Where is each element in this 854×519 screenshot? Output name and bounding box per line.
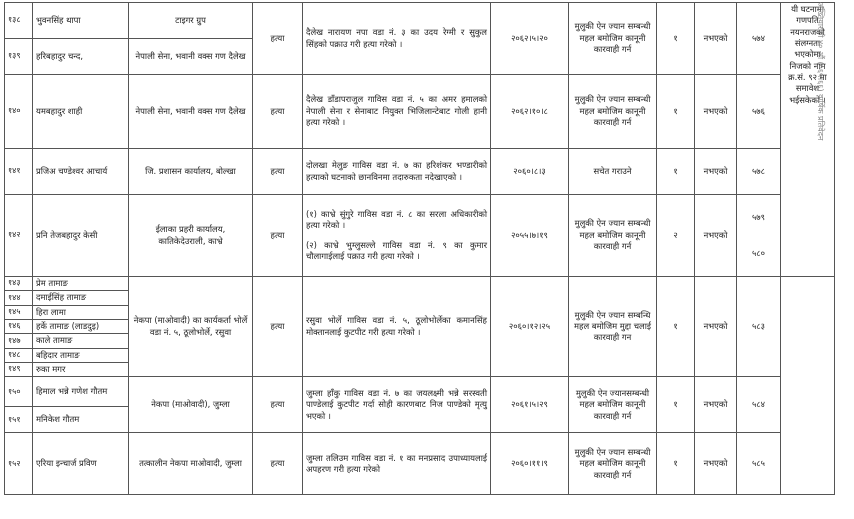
remark-cell: यी घटनामा गणपति नयनराजको संलग्नता भएकोमा निजको नाम क्र.सं. ९२ मा समावेश भईसकेको ।	[781, 3, 835, 277]
organization: नेकपा (माओवादी) का कार्यकर्ता भोर्ले वडा नं. ५, ठूलोभोर्ले, रसुवा	[129, 277, 253, 377]
serial-number: १४०	[5, 75, 33, 149]
recommendation: मुलुकी ऐन ज्यान सम्बन्धि महल बमोजिम मुद्दा चलाई कारवाही गन	[569, 277, 657, 377]
remark-empty	[781, 277, 835, 495]
organization: टाइगर ग्रुप	[129, 3, 253, 39]
organization: नेपाली सेना, भवानी वक्स गण दैलेख	[129, 39, 253, 75]
crime-type: हत्या	[253, 75, 303, 149]
decision-date: २०६२।१०।८	[491, 75, 569, 149]
event-description: जुम्ला तलिउम गाविस वडा नं. १ का मनप्रसाद उपाध्यायलाई अपहरण गरी हत्या गरेको	[303, 433, 491, 495]
table-row	[5, 149, 835, 195]
serial-number: १४६	[5, 320, 33, 334]
reference-number	[737, 195, 781, 277]
event-part-1: (१) काभ्रे सुंगुरे गाविस वडा नं. ८ का सरला अधिकारीको हत्या गरेको ।	[306, 208, 487, 231]
table-row	[5, 377, 835, 407]
table-row	[5, 433, 835, 495]
person-name: बहिदार तामाङ	[33, 348, 129, 362]
crime-type: हत्या	[253, 149, 303, 195]
organization: जि. प्रशासन कार्यालय, बोल्खा	[129, 149, 253, 195]
event-description: दैलेख डाँडापराजुल गाविस वडा नं. ५ का अमर हमालको नेपाली सेना र सेनाबाट नियुक्त भिजिलान्टेबाट गोली हानी हत्या गरेको ।	[303, 75, 491, 149]
crime-type: हत्या	[253, 277, 303, 377]
serial-number: १५२	[5, 433, 33, 495]
person-name: प्रजिअ चण्डेश्वर आचार्य	[33, 149, 129, 195]
reference-number: ५८५	[737, 433, 781, 495]
organization: ईलाका प्रहरी कार्यालय, कातिकेदेउराली, काभ्रे	[129, 195, 253, 277]
organization: नेपाली सेना, भवानी वक्स गण दैलेख	[129, 75, 253, 149]
reference-number: ५८३	[737, 277, 781, 377]
person-name: रुका मगर	[33, 363, 129, 377]
serial-number: १३८	[5, 3, 33, 39]
organization: नेकपा (माओवादी), जुम्ला	[129, 377, 253, 433]
status: नभएको	[695, 75, 737, 149]
table-row	[5, 3, 835, 39]
count: १	[657, 277, 695, 377]
decision-date: २०५५।७।१९	[491, 195, 569, 277]
reference-number-1: ५७९	[751, 212, 766, 223]
status: नभएको	[695, 3, 737, 75]
person-name: हिरा लामा	[33, 305, 129, 319]
status: नभएको	[695, 149, 737, 195]
serial-number: १४८	[5, 348, 33, 362]
recommendation: मुलुकी ऐन ज्यान सम्बन्धी महल बमोजिम कानूनी कारवाही गर्न	[569, 195, 657, 277]
recommendation: सचेत गराउने	[569, 149, 657, 195]
crime-type: हत्या	[253, 377, 303, 433]
person-name: हिमाल भन्ने गणेश गौतम	[33, 377, 129, 407]
status: नभएको	[695, 433, 737, 495]
person-name: हरिबहादुर चन्द,	[33, 39, 129, 75]
serial-number: १४३	[5, 277, 33, 291]
event-part-2: (२) काभ्रे भुम्लुसल्ले गाविस वडा नं. ९ का कुमार चौलागाईलाई पक्राउ गरी हत्या गरेको ।	[306, 239, 487, 261]
reference-number: ५८४	[737, 377, 781, 433]
serial-number: १४२	[5, 195, 33, 277]
status: नभएको	[695, 277, 737, 377]
reference-number: ५७८	[737, 149, 781, 195]
serial-number: १४७	[5, 334, 33, 348]
event-description: दैलेख नारायण नपा वडा नं. ३ का उदय रेग्मी र सुकुल सिंहको पक्राउ गरी हत्या गरेको ।	[303, 3, 491, 75]
person-name: हर्के तामाङ (लाडदुइ)	[33, 320, 129, 334]
status: नभएको	[695, 195, 737, 277]
person-name: काले तामाङ	[33, 334, 129, 348]
count: २	[657, 195, 695, 277]
organization: तत्कालीन नेकपा माओवादी, जुम्ला	[129, 433, 253, 495]
reference-number: ५७४	[737, 3, 781, 75]
serial-number: १४४	[5, 291, 33, 305]
recommendation: मुलुकी ऐन ज्यान सम्बन्धी महल बमोजिम कानूनी कारवाही गर्न	[569, 3, 657, 75]
count: १	[657, 377, 695, 433]
running-header	[808, 2, 838, 192]
event-description	[303, 195, 491, 277]
serial-number: १४५	[5, 305, 33, 319]
recommendation: मुलुकी ऐन ज्यान सम्बन्धी महल बमोजिम कानूनी कारवाही गर्न	[569, 75, 657, 149]
event-description: दोलखा मेलुङ गाविस वडा नं. ७ का हरिशंकर भण्डारीको हत्याको घटनाको छानविनमा तदारुकता नदेखाएको ।	[303, 149, 491, 195]
decision-date: २०६१।५।२९	[491, 377, 569, 433]
reference-number: ५७६	[737, 75, 781, 149]
decision-date: २०६२।५।२०	[491, 3, 569, 75]
event-description: रसुवा भोर्ले गाविस वडा नं. ५, ठूलोभोर्लेका कमानसिंह मोक्तानलाई कुटपीट गरी हत्या गरेको ।	[303, 277, 491, 377]
person-name: एरिया इन्चार्ज प्रविण	[33, 433, 129, 495]
recommendation: मुलुकी ऐन ज्यान सम्बन्धी महल बमोजिम कानूनी कारवाही गर्न	[569, 433, 657, 495]
count: १	[657, 3, 695, 75]
serial-number: १४९	[5, 363, 33, 377]
running-header-text: अख्तियारको ४० औं (०६५।६६) वार्षिक प्रतिवेदन	[816, 2, 825, 141]
table-row	[5, 277, 835, 291]
decision-date: २०६०।१२।२५	[491, 277, 569, 377]
crime-type: हत्या	[253, 433, 303, 495]
recommendation: मुलुकी ऐन ज्यानसम्बन्धी महल बमोजिम कानूनी कारवाही गर्न	[569, 377, 657, 433]
count: १	[657, 149, 695, 195]
serial-number: १४१	[5, 149, 33, 195]
table-row	[5, 75, 835, 149]
serial-number: १५०	[5, 377, 33, 407]
person-name: भुवनसिंह थापा	[33, 3, 129, 39]
person-name: यमबहादुर शाही	[33, 75, 129, 149]
event-description: जुम्ला हाँकु गाविस वडा नं. ७ का जयलक्ष्मी भन्ने सरस्वती पाण्डेलाई कुटपीट गर्दा सोही कारणबाट निज पाण्डेको मृत्यु भएको ।	[303, 377, 491, 433]
status: नभएको	[695, 377, 737, 433]
recommendation-table	[4, 2, 835, 495]
serial-number: १३९	[5, 39, 33, 75]
count: १	[657, 75, 695, 149]
decision-date: २०६०।११।९	[491, 433, 569, 495]
crime-type: हत्या	[253, 195, 303, 277]
person-name: प्रेम तामाङ	[33, 277, 129, 291]
decision-date: २०६०।८।३	[491, 149, 569, 195]
table-row	[5, 195, 835, 277]
person-name: प्रनि तेजबहादुर केसी	[33, 195, 129, 277]
count: १	[657, 433, 695, 495]
serial-number: १५१	[5, 407, 33, 433]
reference-number-2: ५८०	[751, 247, 766, 258]
person-name: मनिकेश गौतम	[33, 407, 129, 433]
person-name: दमाईसिंह तामाङ	[33, 291, 129, 305]
crime-type: हत्या	[253, 3, 303, 75]
